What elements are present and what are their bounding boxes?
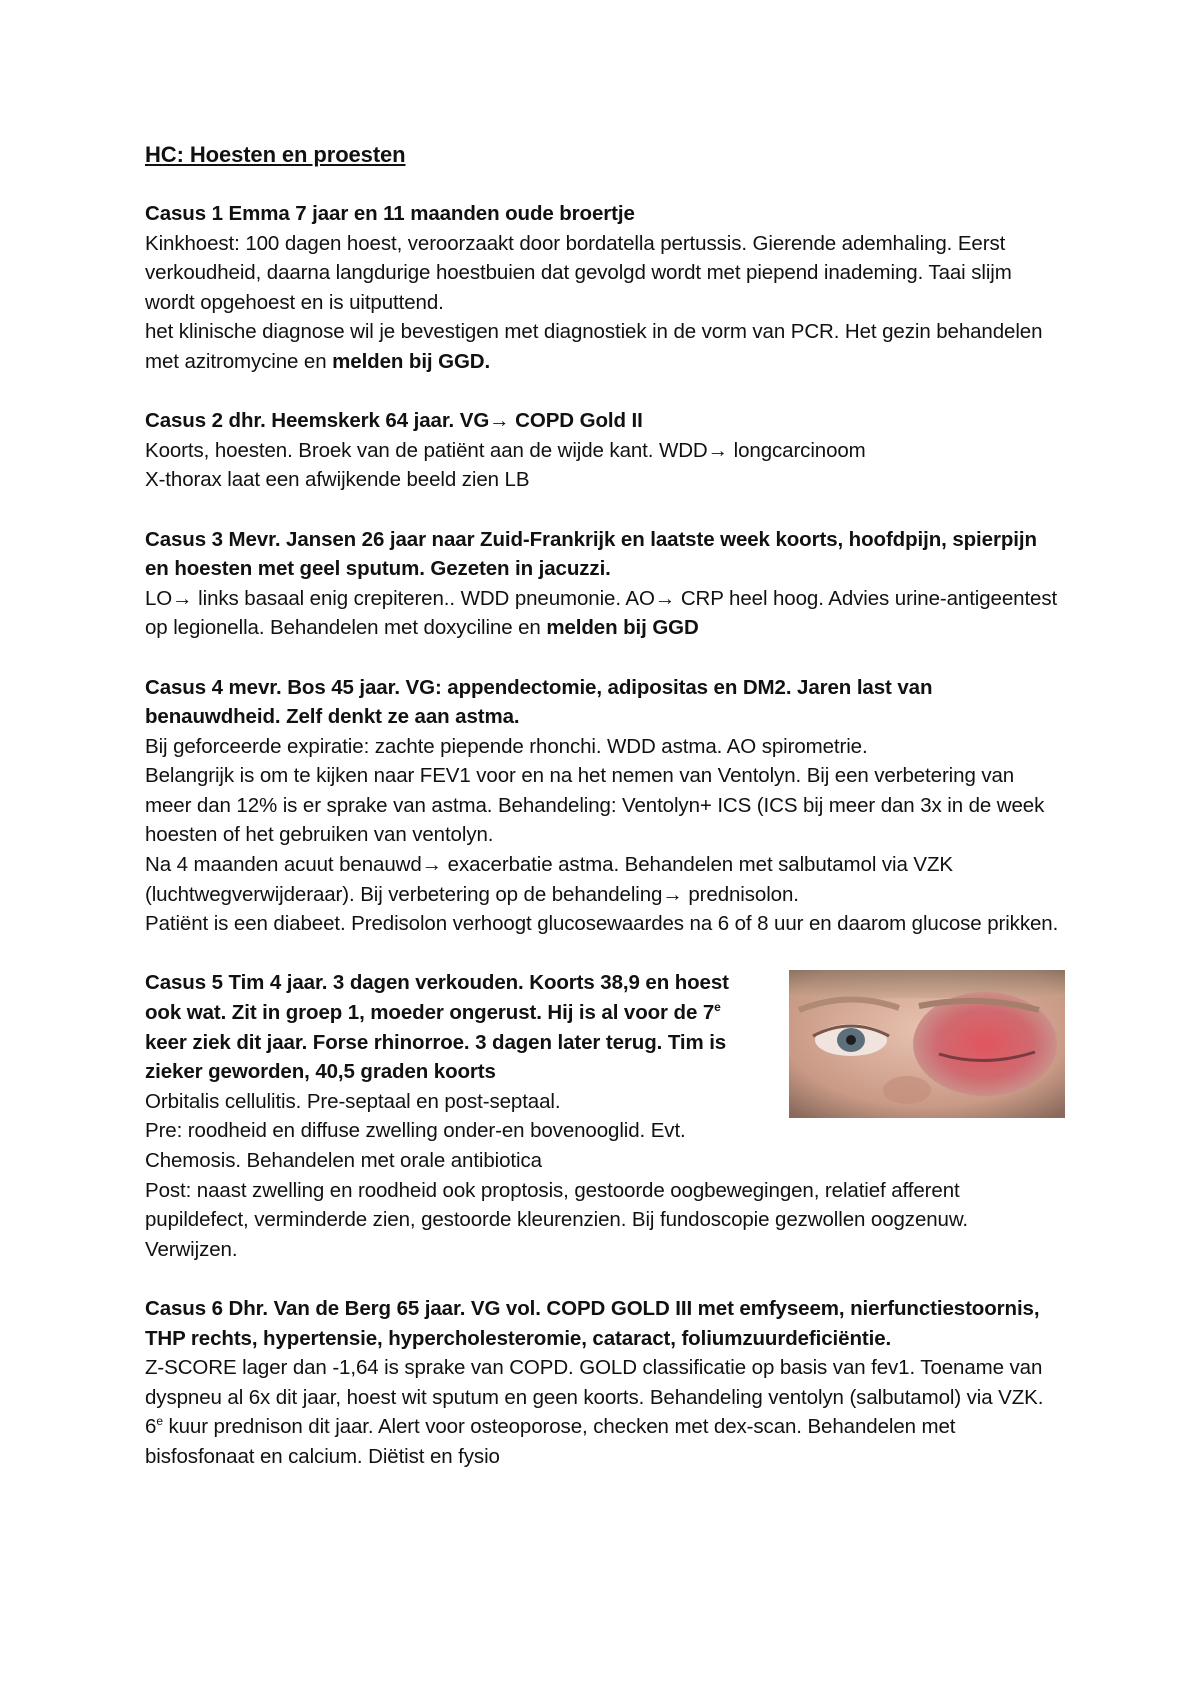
case-6-text-b: kuur prednison dit jaar. Alert voor osteoporose, checken met dex-scan. Behandelen met bisfosfonaat en calcium. Diëtist en fysio — [145, 1415, 956, 1468]
case-5-heading-a: Casus 5 Tim 4 jaar. 3 dagen verkouden. Koorts 38,9 en hoest ook wat. Zit in groep 1, moeder ongerust. Hij is al voor de 7 — [145, 971, 729, 1025]
case-2 — [145, 406, 1065, 495]
case-6 — [145, 1294, 1065, 1472]
case-5-line-3: Post: naast zwelling en roodheid ook proptosis, gestoorde oogbewegingen, relatief afferent pupildefect, verminderde zien, gestoorde kleurenzien. Bij fundoscopie gezwollen oogzenuw. Verwijzen. — [145, 1178, 969, 1261]
arrow-right-icon: → — [489, 409, 510, 433]
case-1 — [145, 199, 1065, 377]
arrow-right-icon: → — [654, 586, 676, 610]
case-2-line-1 — [145, 436, 1065, 466]
case-4-text-b: exacerbatie astma. Behandelen met salbutamol via VZK (luchtwegverwijderaar). Bij verbetering op de behandeling — [145, 853, 953, 906]
case-2-heading — [145, 406, 1065, 436]
case-2-heading-text: Casus 2 dhr. Heemskerk 64 jaar. VG — [145, 409, 490, 433]
arrow-right-icon: → — [707, 438, 729, 462]
case-4-text-c: prednisolon. — [682, 882, 799, 906]
case-3-text-b: links basaal enig crepiteren.. WDD pneumonie. AO — [192, 586, 655, 610]
case-5 — [145, 968, 1065, 1264]
case-2-text-a: Koorts, hoesten. Broek van de patiënt aan de wijde kant. WDD — [145, 438, 708, 462]
case-5-line-1: Orbitalis cellulitis. Pre-septaal en post-septaal. — [145, 1089, 561, 1113]
case-6-paragraph — [145, 1353, 1065, 1471]
case-1-text-a: Kinkhoest: 100 dagen hoest, veroorzaakt door bordatella pertussis. Gierende ademhaling. Eerst verkoudheid, daarna langdurige hoestbuien dat gevolgd wordt met piepend inademing. Taai slijm wordt opgehoest en is uitputtend. — [145, 231, 1012, 314]
case-5-heading — [145, 968, 735, 1086]
case-4-line-3 — [145, 850, 1065, 909]
case-3 — [145, 525, 1065, 643]
case-2-heading-tail: COPD Gold II — [509, 409, 643, 433]
case-6-sup: e — [156, 1414, 163, 1429]
case-1-heading: Casus 1 Emma 7 jaar en 11 maanden oude broertje — [145, 202, 635, 225]
case-3-text-c: CRP heel hoog. Advies urine-antigeentest op legionella. Behandelen met doxyciline en — [145, 586, 1058, 640]
case-5-line-2: Pre: roodheid en diffuse zwelling onder-en bovenooglid. Evt. Chemosis. Behandelen met orale antibiotica — [145, 1119, 686, 1172]
case-3-text-a: LO — [145, 586, 173, 610]
case-3-heading: Casus 3 Mevr. Jansen 26 jaar naar Zuid-Frankrijk en laatste week koorts, hoofdpijn, spierpijn en hoesten met geel sputum. Gezeten in jacuzzi. — [145, 527, 1037, 581]
case-4-line-4: Patiënt is een diabeet. Predisolon verhoogt glucosewaardes na 6 of 8 uur en daarom glucose prikken. — [145, 912, 1059, 936]
case-4-line-1: Bij geforceerde expiratie: zachte piepende rhonchi. WDD astma. AO spirometrie. — [145, 734, 868, 758]
arrow-right-icon: → — [662, 882, 683, 906]
document-title: HC: Hoesten en proesten — [145, 142, 406, 167]
case-1-paragraph — [145, 229, 1065, 318]
case-1-paragraph-2 — [145, 317, 1065, 376]
case-4 — [145, 673, 1065, 939]
case-4-text-a: Na 4 maanden acuut benauwd — [145, 853, 422, 877]
case-5-heading-b: keer ziek dit jaar. Forse rhinorroe. 3 dagen later terug. Tim is zieker geworden, 40,5 graden koorts — [145, 1030, 727, 1084]
case-2-line-2: X-thorax laat een afwijkende beeld zien LB — [145, 468, 530, 492]
case-1-report-ggd: melden bij GGD. — [332, 349, 491, 373]
case-3-report-ggd: melden bij GGD — [546, 616, 699, 640]
case-2-text-b: longcarcinoom — [728, 438, 866, 462]
case-5-heading-sup: e — [714, 1000, 721, 1015]
arrow-right-icon: → — [172, 586, 193, 610]
arrow-right-icon: → — [421, 853, 443, 877]
case-1-text-b: het klinische diagnose wil je bevestigen met diagnostiek in de vorm van PCR. Het gezin behandelen met azitromycine en — [145, 320, 1043, 373]
case-6-heading: Casus 6 Dhr. Van de Berg 65 jaar. VG vol. COPD GOLD III met emfyseem, nierfunctiestoornis, THP rechts, hypertensie, hypercholesteromie, cataract, foliumzuurdeficiëntie. — [145, 1296, 1040, 1350]
case-6-text-a: Z-SCORE lager dan -1,64 is sprake van COPD. GOLD classificatie op basis van fev1. Toename van dyspneu al 6x dit jaar, hoest wit sputum en geen koorts. Behandeling ventolyn (salbutamol) via VZK. 6 — [145, 1356, 1044, 1439]
eye-swelling-photo — [789, 970, 1065, 1118]
case-3-paragraph — [145, 584, 1065, 643]
document-page — [145, 140, 1065, 1501]
case-4-line-2: Belangrijk is om te kijken naar FEV1 voor en na het nemen van Ventolyn. Bij een verbetering van meer dan 12% is er sprake van astma. Behandeling: Ventolyn+ ICS (ICS bij meer dan 3x in de week hoesten of het gebruiken van ventolyn. — [145, 764, 1045, 847]
case-5-heading-block — [145, 968, 735, 1086]
case-4-heading: Casus 4 mevr. Bos 45 jaar. VG: appendectomie, adipositas en DM2. Jaren last van benauwdheid. Zelf denkt ze aan astma. — [145, 675, 933, 729]
